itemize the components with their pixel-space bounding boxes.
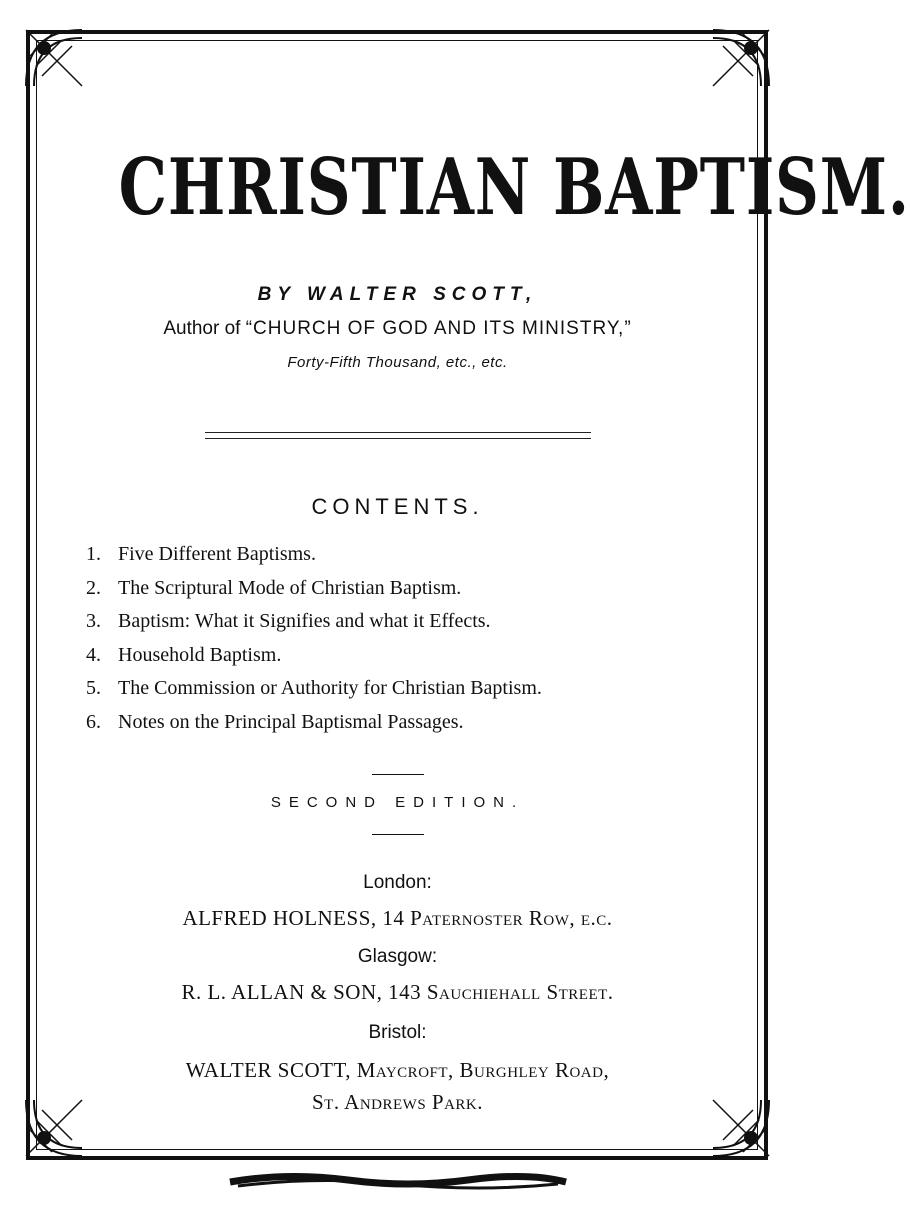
double-rule-divider <box>205 432 591 439</box>
short-rule-divider <box>372 774 424 775</box>
publisher-line-bristol-2 <box>40 1090 755 1115</box>
contents-item <box>86 605 746 639</box>
contents-item-number: 3. <box>86 610 101 632</box>
contents-item <box>86 538 746 572</box>
city-glasgow: Glasgow: <box>357 946 438 967</box>
book-title: CHRISTIAN BAPTISM. <box>118 142 910 233</box>
contents-heading: CONTENTS. <box>311 494 484 519</box>
author-of-line <box>40 318 755 340</box>
publisher-line-bristol-address: St. Andrews Park. <box>311 1090 484 1114</box>
byline: BY WALTER SCOTT, <box>257 284 538 305</box>
contents-item-text: The Commission or Authority for Christian Baptism. <box>118 677 542 699</box>
contents-item-number: 2. <box>86 576 101 599</box>
publisher-line-glasgow: R. L. ALLAN & SON, 143 Sauchiehall Street. <box>181 980 614 1004</box>
contents-item-text: Baptism: What it Signifies and what it Effects. <box>118 610 491 632</box>
contents-item <box>86 672 746 706</box>
corner-ornament-icon <box>22 26 86 90</box>
contents-item <box>86 639 746 673</box>
contents-item-text: Five Different Baptisms. <box>118 543 316 565</box>
contents-item-number: 1. <box>86 543 101 565</box>
contents-list <box>86 538 746 739</box>
contents-item-text: The Scriptural Mode of Christian Baptism. <box>118 576 462 599</box>
contents-item-text: Household Baptism. <box>118 643 282 666</box>
city-bristol: Bristol: <box>368 1022 427 1043</box>
publisher-line-bristol: WALTER SCOTT, Maycroft, Burghley Road, <box>185 1058 610 1082</box>
author-of-prefix: Author of <box>163 318 246 339</box>
short-rule-divider <box>372 834 424 835</box>
second-edition-label: SECOND EDITION. <box>270 794 525 811</box>
contents-item <box>86 572 746 606</box>
publisher-line-london: ALFRED HOLNESS, 14 Paternoster Row, e.c. <box>182 906 613 930</box>
edition-note: Forty-Fifth Thousand, etc., etc. <box>287 354 508 371</box>
contents-item-text: Notes on the Principal Baptismal Passages. <box>118 710 464 733</box>
contents-item-number: 4. <box>86 643 101 666</box>
contents-item-number: 5. <box>86 677 101 699</box>
author-of-work: “CHURCH OF GOD AND ITS MINISTRY,” <box>245 318 632 339</box>
ink-scribble-icon <box>228 1170 568 1192</box>
contents-item-number: 6. <box>86 710 101 733</box>
contents-item <box>86 706 746 740</box>
corner-ornament-icon <box>709 26 773 90</box>
city-london: London: <box>363 872 432 893</box>
